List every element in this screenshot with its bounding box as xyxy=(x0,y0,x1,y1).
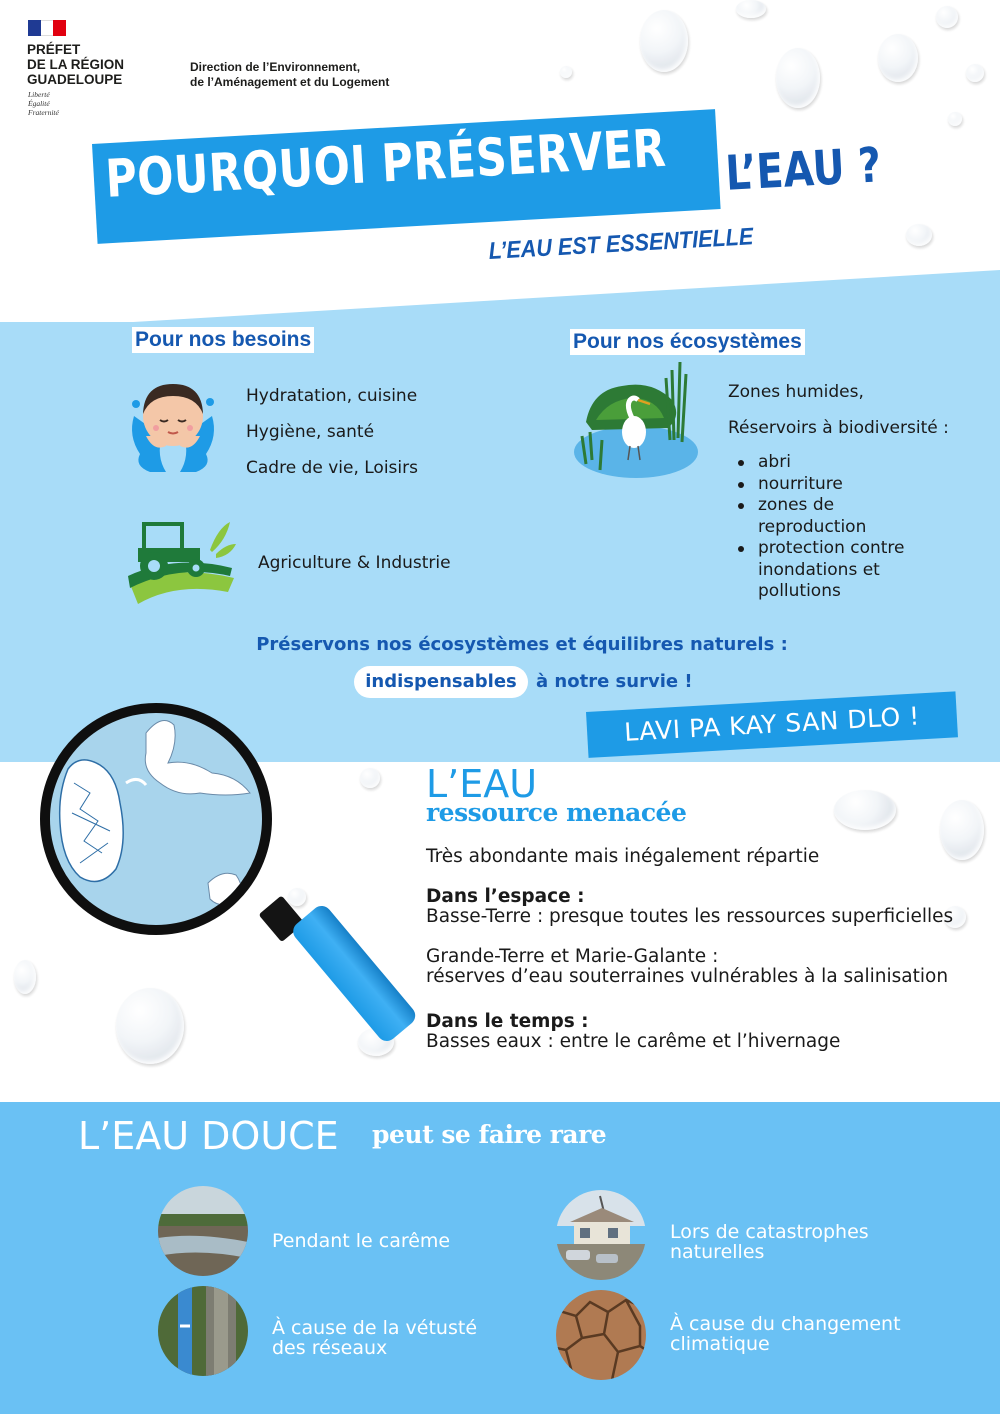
grande-terre-heading: Grande-Terre et Marie-Galante : xyxy=(426,946,719,967)
preserve-statement: Préservons nos écosystèmes et équilibres naturels : xyxy=(256,634,788,655)
scarcity-subtitle: peut se faire rare xyxy=(372,1120,607,1149)
space-text: Basse-Terre : presque toutes les ressources superficielles xyxy=(426,906,954,927)
water-drop xyxy=(966,64,984,82)
scarcity-caption: Lors de catastrophes naturelles xyxy=(670,1221,869,1263)
dreal-name: Direction de l’Environnement, de l’Aménagement et du Logement xyxy=(190,60,390,89)
threat-intro: Très abondante mais inégalement répartie xyxy=(426,846,820,867)
water-drop xyxy=(776,48,820,108)
scarcity-caption: À cause du changement climatique xyxy=(670,1313,901,1355)
scarcity-title: L’EAU DOUCE xyxy=(78,1114,339,1158)
magnifier-handle xyxy=(289,902,419,1045)
needs-item: Hydratation, cuisine xyxy=(246,386,418,406)
page-title: POURQUOI PRÉSERVER xyxy=(104,118,668,210)
water-drop xyxy=(834,790,896,830)
creole-banner: LAVI PA KAY SAN DLO ! xyxy=(586,691,958,758)
water-drop xyxy=(736,0,766,18)
time-heading: Dans le temps : xyxy=(426,1011,589,1032)
indispensables-pill: indispensables xyxy=(354,666,528,698)
face-washing-icon xyxy=(126,376,220,480)
water-drop xyxy=(640,10,688,72)
ecosystems-bullet-list xyxy=(736,452,976,603)
water-drop xyxy=(288,888,306,906)
prefet-logo-text: PRÉFET DE LA RÉGION GUADELOUPE xyxy=(27,42,125,87)
water-drop xyxy=(360,768,380,788)
old-pipes-photo xyxy=(158,1286,248,1376)
cracked-earth-photo xyxy=(556,1290,646,1380)
page-subtitle: L’EAU EST ESSENTIELLE xyxy=(488,223,754,265)
water-drop xyxy=(878,34,918,82)
survival-text: à notre survie ! xyxy=(536,671,693,692)
tractor-icon xyxy=(126,514,238,612)
list-item: zones de reproduction xyxy=(736,495,886,538)
needs-item: Hygiène, santé xyxy=(246,422,375,442)
threat-title: L’EAU xyxy=(426,762,538,806)
scarcity-caption: À cause de la vétusté des réseaux xyxy=(272,1317,478,1359)
magnifier-lens-guadeloupe-map xyxy=(40,703,272,935)
list-item: protection contre inondations et pollutions xyxy=(736,538,926,603)
space-heading: Dans l’espace : xyxy=(426,886,585,907)
water-drop xyxy=(14,960,36,994)
ecosystems-line: Zones humides, xyxy=(728,382,864,402)
agriculture-text: Agriculture & Industrie xyxy=(258,553,451,573)
grande-terre-text: réserves d’eau souterraines vulnérables à la salinisation xyxy=(426,966,949,987)
republic-motto: Liberté Égalité Fraternité xyxy=(28,90,59,117)
heron-wetland-icon xyxy=(572,360,704,486)
list-item: abri xyxy=(736,452,976,474)
time-text: Basses eaux : entre le carême et l’hivernage xyxy=(426,1031,841,1052)
french-flag-logo xyxy=(28,20,66,36)
water-drop xyxy=(906,224,932,246)
ecosystems-heading: Pour nos écosystèmes xyxy=(570,329,805,355)
panel-slope xyxy=(0,270,1000,330)
flooded-street-photo xyxy=(556,1190,646,1280)
page-title-accent: L’EAU ? xyxy=(724,137,883,202)
dry-riverbed-photo xyxy=(158,1186,248,1276)
needs-heading: Pour nos besoins xyxy=(132,327,314,353)
water-drop xyxy=(560,66,572,78)
scarcity-caption: Pendant le carême xyxy=(272,1230,451,1252)
water-drop xyxy=(116,988,184,1064)
water-drop xyxy=(936,6,958,28)
threat-subtitle: ressource menacée xyxy=(426,798,687,827)
list-item: nourriture xyxy=(736,474,976,496)
ecosystems-line: Réservoirs à biodiversité : xyxy=(728,418,949,438)
needs-item: Cadre de vie, Loisirs xyxy=(246,458,418,478)
water-drop xyxy=(948,112,962,126)
water-drop xyxy=(940,800,984,860)
